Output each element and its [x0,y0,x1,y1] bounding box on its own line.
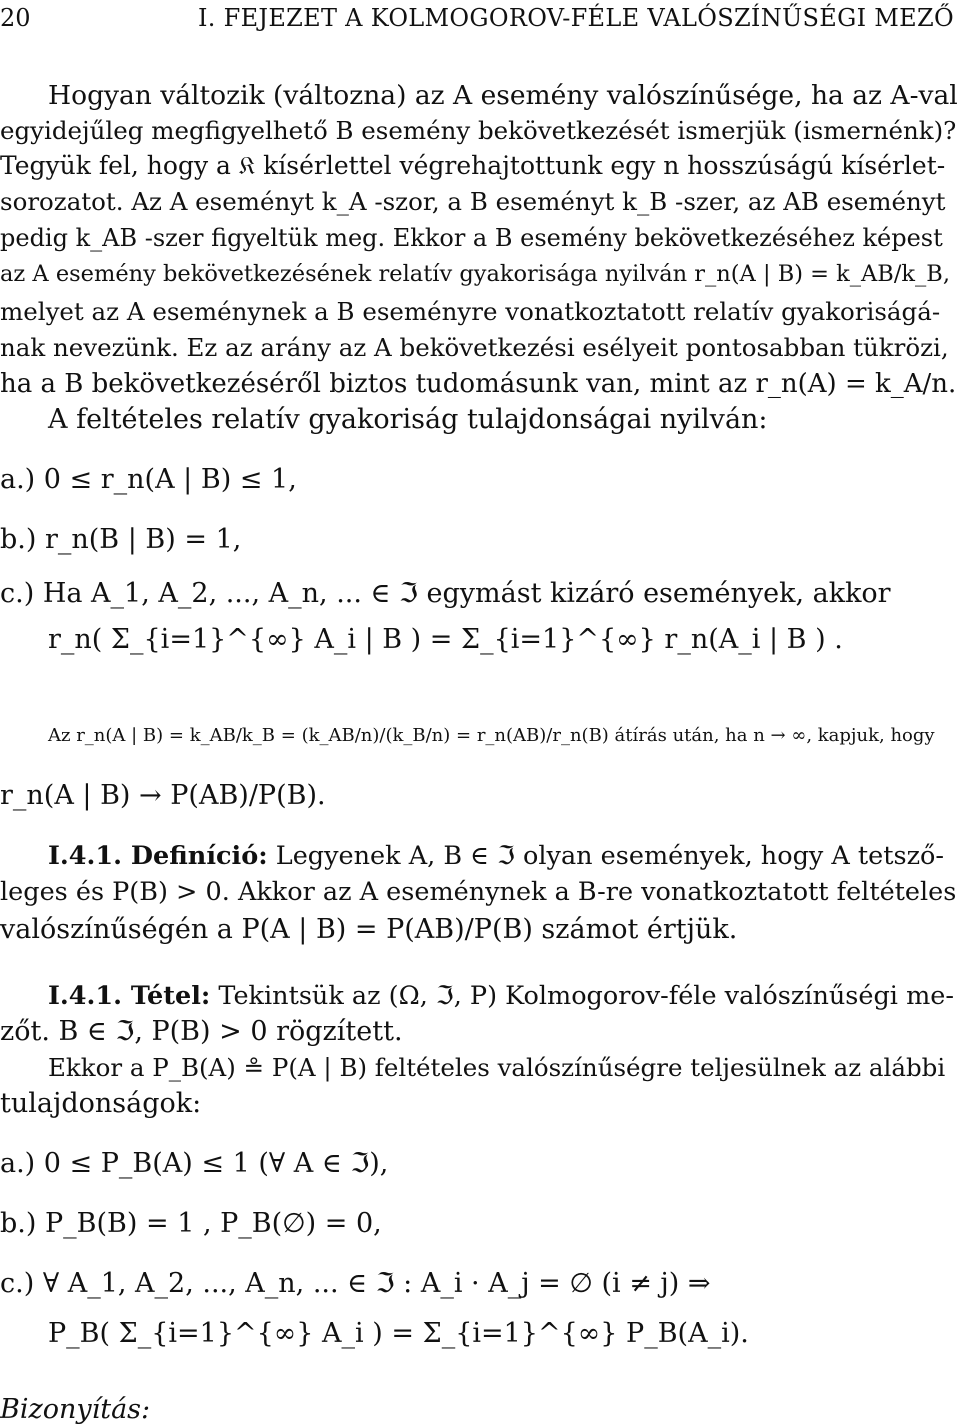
list-item: c.) Ha A_1, A_2, ..., A_n, ... ∈ ℑ egymást kizáró események, akkor [0,578,891,609]
paragraph-line: egyidejűleg megfigyelhető B esemény bekövetkezését ismerjük (ismernénk)? [0,116,957,145]
list-item: c.) ∀ A_1, A_2, ..., A_n, ... ∈ ℑ : A_i · A_j = ∅ (i ≠ j) ⇒ [0,1268,711,1299]
paragraph-line: ha a B bekövetkezéséről biztos tudomásunk van, mint az r_n(A) = k_A/n. [0,369,957,399]
theorem-line: zőt. B ∈ ℑ, P(B) > 0 rögzített. [0,1016,403,1047]
definition-line: valószínűségén a P(A | B) = P(AB)/P(B) számot értjük. [0,914,738,945]
definition-text: Legyenek A, B ∈ ℑ olyan események, hogy A tetsző- [275,841,945,871]
equation: P_B( Σ_{i=1}^{∞} A_i ) = Σ_{i=1}^{∞} P_B(A_i). [48,1318,749,1349]
paragraph-line: Hogyan változik (változna) az A esemény valószínűsége, ha az A-val [48,80,958,111]
definition-label: I.4.1. Definíció: [48,841,268,871]
equation: r_n( Σ_{i=1}^{∞} A_i | B ) = Σ_{i=1}^{∞} r_n(A_i | B ) . [48,624,843,655]
paragraph-line: melyet az A eseménynek a B eseményre vonatkoztatott relatív gyakoriságá- [0,297,941,326]
paragraph-line: az A esemény bekövetkezésének relatív gyakorisága nyilván r_n(A | B) = k_AB/k_B, [0,261,950,287]
list-item: b.) P_B(B) = 1 , P_B(∅) = 0, [0,1208,382,1239]
proof-label: Bizonyítás: [0,1394,151,1425]
theorem-label: I.4.1. Tétel: [48,981,211,1011]
list-item: b.) r_n(B | B) = 1, [0,524,242,555]
theorem-text: Tekintsük az (Ω, ℑ, P) Kolmogorov-féle valószínűségi me- [218,981,954,1011]
page-number: 20 [0,4,31,32]
theorem-line [48,978,954,1014]
paragraph-line: nak nevezünk. Ez az arány az A bekövetkezési esélyeit pontosabban tükrözi, [0,333,949,362]
equation-line: Az r_n(A | B) = k_AB/k_B = (k_AB/n)/(k_B/n) = r_n(AB)/r_n(B) átírás után, ha n → ∞, kapjuk, hogy [48,725,935,746]
definition-line [48,838,944,874]
list-item: a.) 0 ≤ P_B(A) ≤ 1 (∀ A ∈ ℑ), [0,1148,389,1179]
theorem-line: tulajdonságok: [0,1088,202,1119]
paragraph-line: pedig k_AB -szer figyeltük meg. Ekkor a B esemény bekövetkezéséhez képest [0,224,943,252]
definition-line: leges és P(B) > 0. Akkor az A eseménynek a B-re vonatkoztatott feltételes [0,877,957,907]
paragraph-line: sorozatot. Az A eseményt k_A -szor, a B eseményt k_B -szer, az AB eseményt [0,187,946,216]
theorem-line: Ekkor a P_B(A) ≗ P(A | B) feltételes valószínűségre teljesülnek az alábbi [48,1053,946,1082]
paragraph-line: Tegyük fel, hogy a 𝔎 kísérlettel végrehajtottunk egy n hosszúságú kísérlet- [0,151,946,180]
paragraph-line: A feltételes relatív gyakoriság tulajdonságai nyilván: [48,404,768,435]
equation-line: r_n(A | B) → P(AB)/P(B). [0,780,326,811]
list-item: a.) 0 ≤ r_n(A | B) ≤ 1, [0,464,297,495]
running-title: I. FEJEZET A KOLMOGOROV-FÉLE VALÓSZÍNŰSÉGI MEZŐ [198,4,954,32]
